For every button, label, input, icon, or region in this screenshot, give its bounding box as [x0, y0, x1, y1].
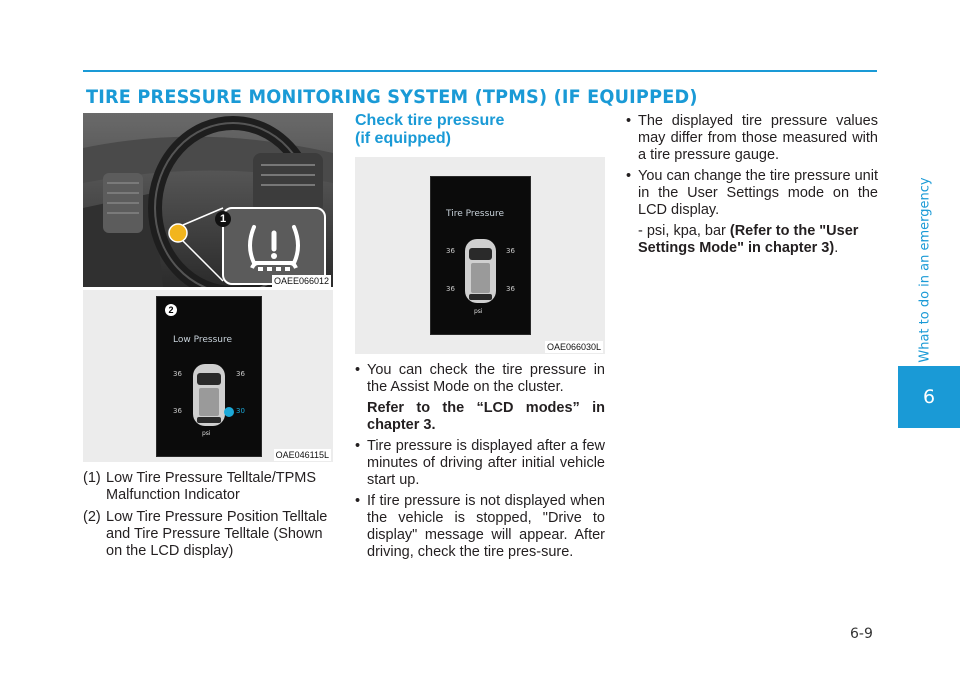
- callout-badge-1: 1: [215, 211, 231, 227]
- tire-fl-value: 36: [446, 247, 455, 255]
- units-note: - psi, kpa, bar (Refer to the "User Settings Mode" in chapter 3).: [638, 223, 859, 256]
- legend-item: (2) Low Tire Pressure Position Telltale and Tire Pressure Telltale (Shown on the LCD display): [83, 509, 328, 559]
- lcd-display: [430, 176, 531, 335]
- callout-badge-2: 2: [165, 304, 177, 316]
- bullet-item: • You can check the tire pressure in the Assist Mode on the cluster. Refer to the “LCD modes” in chapter 3.: [355, 362, 605, 433]
- check-tire-pressure-body: [355, 362, 605, 565]
- tire-fr-value: 36: [236, 370, 245, 378]
- section-heading: TIRE PRESSURE MONITORING SYSTEM (TPMS) (IF EQUIPPED): [86, 86, 698, 108]
- bullet-item: • You can change the tire pressure unit in the User Settings mode on the LCD display.: [626, 168, 878, 218]
- legend-item: (1) Low Tire Pressure Telltale/TPMS Malfunction Indicator: [83, 470, 317, 503]
- tire-rr-value: 36: [506, 285, 515, 293]
- subheading: Check tire pressure: [355, 112, 505, 129]
- tire-fr-value: 36: [506, 247, 515, 255]
- figure-code-1: OAEE066012: [273, 276, 329, 286]
- figure-code-3: OAE066030L: [546, 342, 601, 352]
- pressure-unit: psi: [202, 430, 211, 437]
- tire-rr-value: 30: [236, 407, 245, 415]
- figure-code-2: OAE046115L: [275, 450, 329, 460]
- bullet-item: • The displayed tire pressure values may differ from those measured with a tire pressure gauge.: [626, 113, 878, 163]
- bullet-item: • If tire pressure is not displayed when the vehicle is stopped, "Drive to display" message will appear. After driving, check the tire pres-sure.: [355, 493, 605, 560]
- subheading: (if equipped): [355, 130, 451, 147]
- bullet-item: • Tire pressure is displayed after a few minutes of driving after initial vehicle start up.: [355, 438, 605, 488]
- tire-rl-value: 36: [446, 285, 455, 293]
- lcd-tire-pressure-figure: [355, 157, 605, 354]
- lcd-modes-reference: Refer to the “LCD modes” in chapter 3.: [367, 400, 605, 433]
- figure-legend: [83, 470, 335, 565]
- user-settings-reference: (Refer to the "User Settings Mode" in chapter 3): [638, 223, 859, 256]
- check-tire-pressure-section: [355, 112, 605, 148]
- page-number: 6-9: [850, 626, 873, 642]
- lcd-low-pressure-figure: [83, 290, 333, 462]
- dashboard-photo: [83, 113, 333, 287]
- lcd-title: Tire Pressure: [446, 209, 505, 219]
- lcd-title: Low Pressure: [173, 335, 233, 345]
- chapter-tab: 6: [898, 366, 960, 428]
- tire-fl-value: 36: [173, 370, 182, 378]
- top-rule: [83, 70, 877, 72]
- tire-pressure-notes: [626, 113, 878, 257]
- lcd-display: [156, 296, 262, 457]
- low-tire-pressure-icon: [224, 209, 324, 283]
- pressure-unit: psi: [474, 308, 483, 315]
- tpms-telltale-callout: [219, 207, 326, 285]
- tire-rl-value: 36: [173, 407, 182, 415]
- chapter-side-label: What to do in an emergency: [917, 177, 933, 363]
